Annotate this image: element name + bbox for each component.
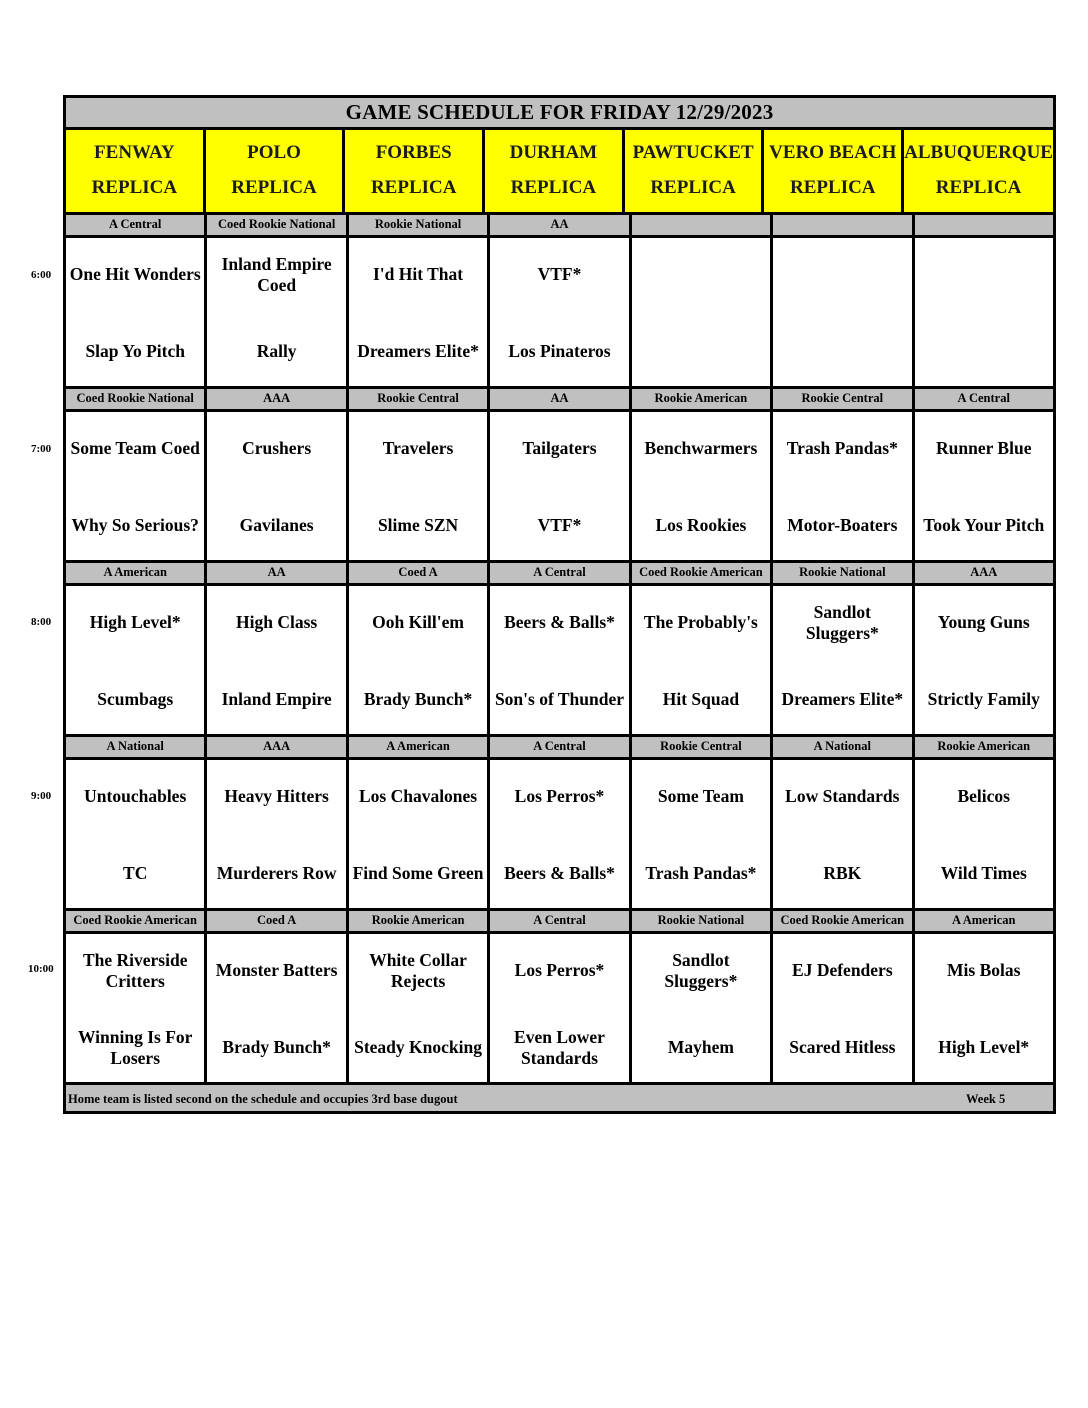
division-label: Coed Rookie American — [773, 911, 914, 931]
game-row — [66, 760, 1053, 911]
home-team: Trash Pandas* — [645, 863, 757, 884]
division-label: Rookie National — [632, 911, 773, 931]
field-subtitle: REPLICA — [650, 177, 736, 199]
division-label — [773, 215, 914, 235]
away-team: Sandlot Sluggers* — [805, 601, 879, 643]
footer-bar — [66, 1085, 1053, 1111]
away-team: High Class — [236, 612, 318, 633]
away-team — [773, 250, 911, 300]
away-team: Some Team — [657, 786, 744, 807]
footer-note: Home team is listed second on the schedule and occupies 3rd base dugout — [68, 1091, 458, 1106]
game-cell — [349, 238, 490, 386]
division-label: A American — [915, 911, 1053, 931]
away-team: Beers & Balls* — [504, 612, 615, 633]
division-row — [66, 563, 1053, 586]
division-row — [66, 737, 1053, 760]
division-label: AA — [207, 563, 348, 583]
home-team: RBK — [823, 863, 862, 884]
schedule-table — [63, 95, 1056, 1114]
time-slot — [66, 389, 1053, 563]
field-subtitle: REPLICA — [790, 177, 876, 199]
home-team: Rally — [256, 341, 297, 362]
game-cell — [773, 760, 914, 908]
field-name: FORBES — [375, 142, 452, 164]
field-name: POLO — [247, 142, 301, 164]
division-label: A National — [773, 737, 914, 757]
field-subtitle: REPLICA — [91, 177, 178, 199]
field-header-cell — [764, 130, 904, 212]
home-team: Slap Yo Pitch — [85, 341, 185, 362]
game-cell — [632, 760, 773, 908]
home-team: Brady Bunch* — [222, 1037, 331, 1058]
away-team: Mis Bolas — [947, 960, 1021, 981]
home-team — [632, 327, 770, 377]
game-cell — [915, 760, 1053, 908]
division-label: A American — [349, 737, 490, 757]
division-label: Rookie Central — [349, 389, 490, 409]
away-team: Some Team Coed — [70, 438, 200, 459]
division-label: A Central — [490, 911, 631, 931]
home-team: TC — [123, 863, 148, 884]
division-row — [66, 911, 1053, 934]
game-cell — [490, 238, 631, 386]
time-label: 6:00 — [31, 269, 52, 281]
field-subtitle: REPLICA — [935, 177, 1022, 199]
week-label: Week 5 — [966, 1091, 1006, 1106]
division-label: AA — [490, 389, 631, 409]
game-cell — [66, 760, 207, 908]
game-row — [66, 412, 1053, 563]
division-label: A Central — [490, 737, 631, 757]
game-cell — [349, 760, 490, 908]
game-cell — [915, 412, 1053, 560]
time-label: 8:00 — [31, 616, 52, 628]
game-cell — [66, 238, 207, 386]
home-team: Slime SZN — [377, 515, 459, 536]
division-label: Coed Rookie American — [632, 563, 773, 583]
home-team: Mayhem — [667, 1037, 734, 1058]
home-team — [915, 327, 1053, 377]
home-team: Steady Knocking — [354, 1037, 482, 1058]
away-team: Los Perros* — [514, 960, 605, 981]
field-header-cell — [66, 130, 206, 212]
division-label: Rookie American — [632, 389, 773, 409]
division-label: Rookie National — [773, 563, 914, 583]
time-slots — [66, 215, 1053, 1085]
field-header-cell — [485, 130, 625, 212]
home-team: Gavilanes — [239, 515, 314, 536]
game-row — [66, 934, 1053, 1085]
game-cell — [773, 586, 914, 734]
division-label: Coed A — [349, 563, 490, 583]
game-cell — [490, 412, 631, 560]
home-team: Los Pinateros — [508, 341, 611, 362]
game-cell — [915, 934, 1053, 1082]
division-label: AAA — [915, 563, 1053, 583]
field-subtitle: REPLICA — [370, 177, 457, 199]
division-label: Coed Rookie American — [66, 911, 207, 931]
away-team: Crushers — [242, 438, 312, 459]
time-label: 10:00 — [28, 963, 54, 975]
home-team: Beers & Balls* — [504, 863, 615, 884]
division-row — [66, 215, 1053, 238]
game-cell — [915, 586, 1053, 734]
away-team: Monster Batters — [215, 960, 338, 981]
home-team: Scumbags — [97, 689, 174, 710]
away-team: Runner Blue — [936, 438, 1032, 459]
game-cell — [207, 934, 348, 1082]
game-cell — [207, 586, 348, 734]
game-cell — [773, 238, 914, 386]
home-team: Wild Times — [940, 863, 1027, 884]
division-label: A Central — [490, 563, 631, 583]
time-slot — [66, 737, 1053, 911]
schedule-title: GAME SCHEDULE FOR FRIDAY 12/29/2023 — [66, 98, 1053, 130]
home-team: Brady Bunch* — [363, 689, 473, 710]
division-row — [66, 389, 1053, 412]
game-cell — [349, 934, 490, 1082]
division-label: Coed Rookie National — [207, 215, 348, 235]
field-header-row — [66, 130, 1053, 215]
game-cell — [66, 586, 207, 734]
away-team: Young Guns — [937, 612, 1030, 633]
away-team: Benchwarmers — [644, 438, 758, 459]
game-cell — [632, 934, 773, 1082]
game-row — [66, 586, 1053, 737]
away-team: The Riverside Critters — [82, 949, 188, 991]
game-row — [66, 238, 1053, 389]
home-team: Dreamers Elite* — [357, 341, 479, 362]
game-cell — [207, 412, 348, 560]
game-cell — [490, 934, 631, 1082]
field-subtitle: REPLICA — [510, 177, 597, 199]
away-team: The Probably's — [643, 612, 758, 633]
home-team: Strictly Family — [927, 689, 1040, 710]
away-team: Sandlot Sluggers* — [664, 949, 738, 991]
game-cell — [632, 238, 773, 386]
away-team: White Collar Rejects — [369, 949, 467, 991]
home-team: Why So Serious? — [71, 515, 199, 536]
division-label: Rookie National — [349, 215, 490, 235]
away-team: Los Chavalones — [358, 786, 478, 807]
time-slot — [66, 911, 1053, 1085]
division-label: AA — [490, 215, 631, 235]
game-cell — [207, 238, 348, 386]
game-cell — [207, 760, 348, 908]
away-team: EJ Defenders — [792, 960, 893, 981]
home-team — [773, 327, 911, 377]
home-team: Hit Squad — [662, 689, 740, 710]
game-cell — [349, 586, 490, 734]
away-team — [632, 250, 770, 300]
game-cell — [773, 934, 914, 1082]
field-subtitle: REPLICA — [231, 177, 317, 199]
field-name: ALBUQUERQUE — [904, 142, 1053, 164]
home-team: Took Your Pitch — [923, 515, 1045, 536]
away-team: Untouchables — [84, 786, 187, 807]
home-team: Los Rookies — [655, 515, 747, 536]
time-label: 9:00 — [31, 789, 52, 802]
game-cell — [915, 238, 1053, 386]
away-team: Trash Pandas* — [786, 438, 898, 459]
away-team: Heavy Hitters — [224, 786, 329, 807]
time-slot — [66, 215, 1053, 389]
division-label: Rookie Central — [632, 737, 773, 757]
field-header-cell — [625, 130, 765, 212]
home-team: VTF* — [537, 515, 582, 536]
division-label: Coed A — [207, 911, 348, 931]
division-label — [915, 215, 1053, 235]
home-team: Find Some Green — [352, 863, 484, 884]
away-team: Ooh Kill'em — [372, 612, 464, 633]
home-team: Inland Empire — [221, 689, 332, 710]
field-header-cell — [904, 130, 1053, 212]
away-team: Los Perros* — [514, 786, 605, 807]
away-team: Belicos — [957, 786, 1010, 807]
game-cell — [66, 412, 207, 560]
away-team: High Level* — [89, 612, 181, 633]
game-cell — [349, 412, 490, 560]
time-slot — [66, 563, 1053, 737]
division-label: Rookie American — [915, 737, 1053, 757]
division-label: A National — [66, 737, 207, 757]
game-cell — [490, 586, 631, 734]
home-team: Son's of Thunder — [494, 689, 624, 710]
game-cell — [490, 760, 631, 908]
away-team: One Hit Wonders — [69, 264, 201, 285]
division-label: A Central — [915, 389, 1053, 409]
away-team: I'd Hit That — [372, 264, 464, 285]
field-name: DURHAM — [509, 142, 598, 164]
home-team: Even Lower Standards — [514, 1026, 605, 1068]
division-label: Rookie Central — [773, 389, 914, 409]
away-team: Inland Empire Coed — [221, 253, 332, 295]
division-label: Rookie American — [349, 911, 490, 931]
field-name: PAWTUCKET — [632, 142, 754, 164]
game-cell — [66, 934, 207, 1082]
field-name: VERO BEACH — [769, 142, 897, 164]
time-label: 7:00 — [31, 442, 52, 455]
division-label: AAA — [207, 389, 348, 409]
away-team: Travelers — [382, 438, 454, 459]
home-team: High Level* — [938, 1037, 1030, 1058]
away-team — [915, 250, 1053, 300]
home-team: Dreamers Elite* — [781, 689, 904, 710]
division-label: A Central — [66, 215, 207, 235]
division-label: AAA — [207, 737, 348, 757]
away-team: Tailgaters — [522, 438, 597, 459]
home-team: Murderers Row — [216, 863, 337, 884]
division-label: A American — [66, 563, 207, 583]
field-header-cell — [345, 130, 485, 212]
division-label — [632, 215, 773, 235]
game-cell — [632, 412, 773, 560]
home-team: Winning Is For Losers — [77, 1026, 193, 1068]
home-team: Scared Hitless — [789, 1037, 896, 1058]
field-name: FENWAY — [94, 142, 175, 164]
division-label: Coed Rookie National — [66, 389, 207, 409]
home-team: Motor-Boaters — [787, 515, 898, 536]
away-team: Low Standards — [785, 786, 900, 807]
field-header-cell — [206, 130, 346, 212]
away-team: VTF* — [537, 264, 582, 285]
game-cell — [773, 412, 914, 560]
game-cell — [632, 586, 773, 734]
